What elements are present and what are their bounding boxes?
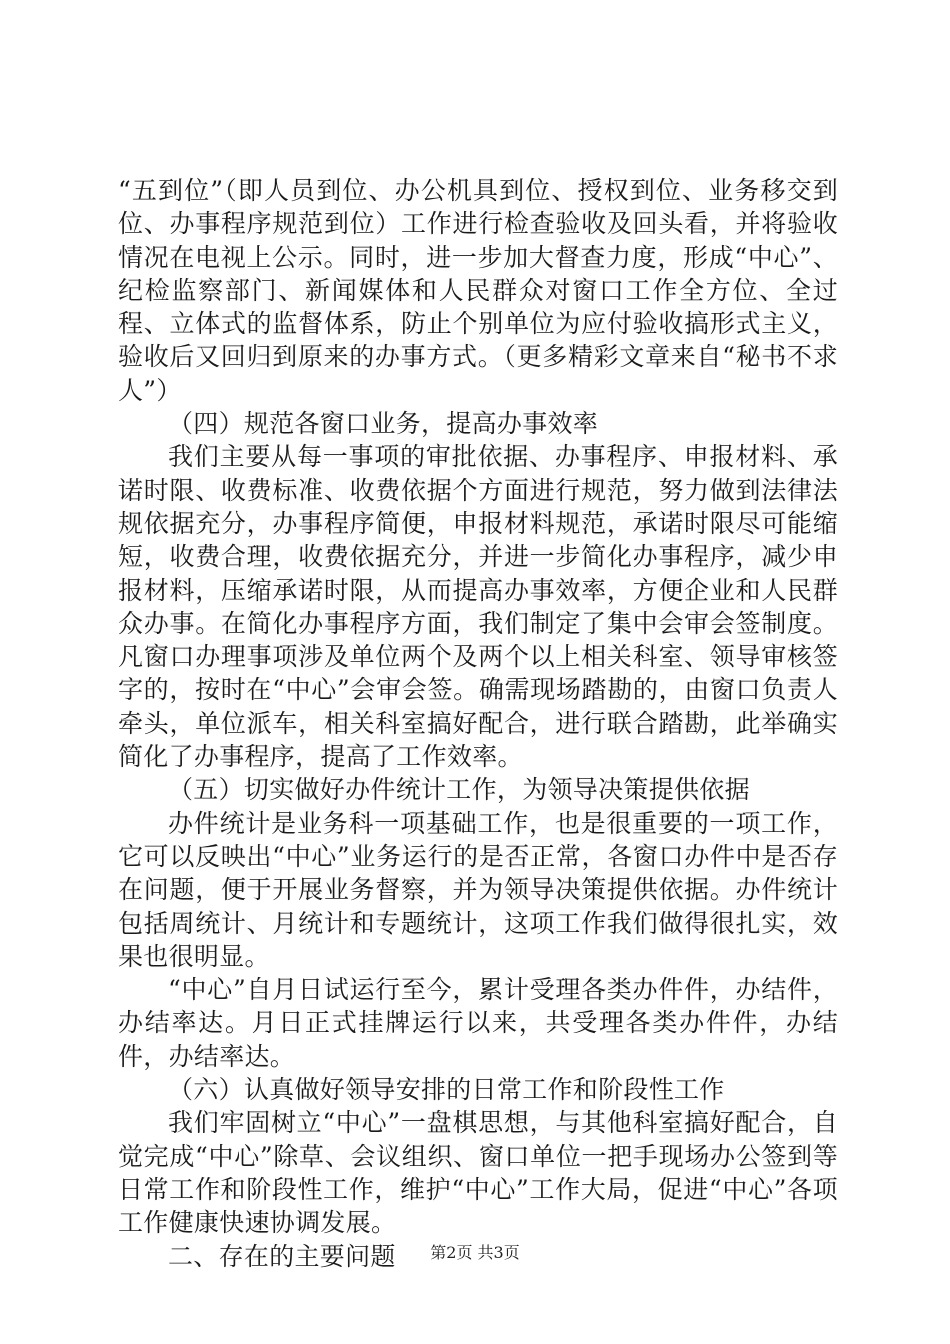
paragraph-inspection: “五到位”（即人员到位、办公机具到位、授权到位、业务移交到位、办事程序规范到位）工作进行检查验收及回头看，并将验收情况在电视上公示。同时，进一步加大督查力度，形成“中心”、纪检监察部门、新闻媒体和人民群众对窗口工作全方位、全过程、立体式的监督体系，防止个别单位为应付验收搞形式主义，验收后又回归到原来的办事方式。（更多精彩文章来自“秘书不求人”） [118, 176, 838, 405]
page-footer: 第2页 共3页 [430, 1243, 520, 1262]
paragraph-standardize: 我们主要从每一事项的审批依据、办事程序、申报材料、承诺时限、收费标准、收费依据个方面进行规范，努力做到法律法规依据充分，办事程序简便，申报材料规范，承诺时限尽可能缩短，收费合理，收费依据充分，并进一步简化办事程序，减少申报材料，压缩承诺时限，从而提高办事效率，方便企业和人民群众办事。在简化办事程序方面，我们制定了集中会审会签制度。凡窗口办理事项涉及单位两个及两个以上相关科室、领导审核签字的，按时在“中心”会审会签。确需现场踏勘的，由窗口负责人牵头，单位派车，相关科室搞好配合，进行联合踏勘，此举确实简化了办事程序，提高了工作效率。 [118, 442, 838, 772]
paragraph-statistics-figures: “中心”自月日试运行至今，累计受理各类办件件，办结件，办结率达。月日正式挂牌运行以来，共受理各类办件件，办结件，办结率达。 [118, 975, 838, 1071]
document-body [118, 174, 838, 1273]
heading-section-4: （四）规范各窗口业务，提高办事效率 [168, 409, 599, 439]
heading-main-problems: 二、存在的主要问题 [168, 1241, 396, 1271]
paragraph-daily-work: 我们牢固树立“中心”一盘棋思想，与其他科室搞好配合，自觉完成“中心”除草、会议组织、窗口单位一把手现场办公签到等日常工作和阶段性工作，维护“中心”工作大局，促进“中心”各项工作健康快速协调发展。 [118, 1108, 838, 1238]
heading-section-5: （五）切实做好办件统计工作，为领导决策提供依据 [168, 775, 750, 805]
paragraph-statistics: 办件统计是业务科一项基础工作，也是很重要的一项工作，它可以反映出“中心”业务运行的是否正常，各窗口办件中是否存在问题，便于开展业务督察，并为领导决策提供依据。办件统计包括周统计、月统计和专题统计，这项工作我们做得很扎实，效果也很明显。 [118, 808, 838, 971]
heading-section-6: （六）认真做好领导安排的日常工作和阶段性工作 [168, 1075, 725, 1105]
